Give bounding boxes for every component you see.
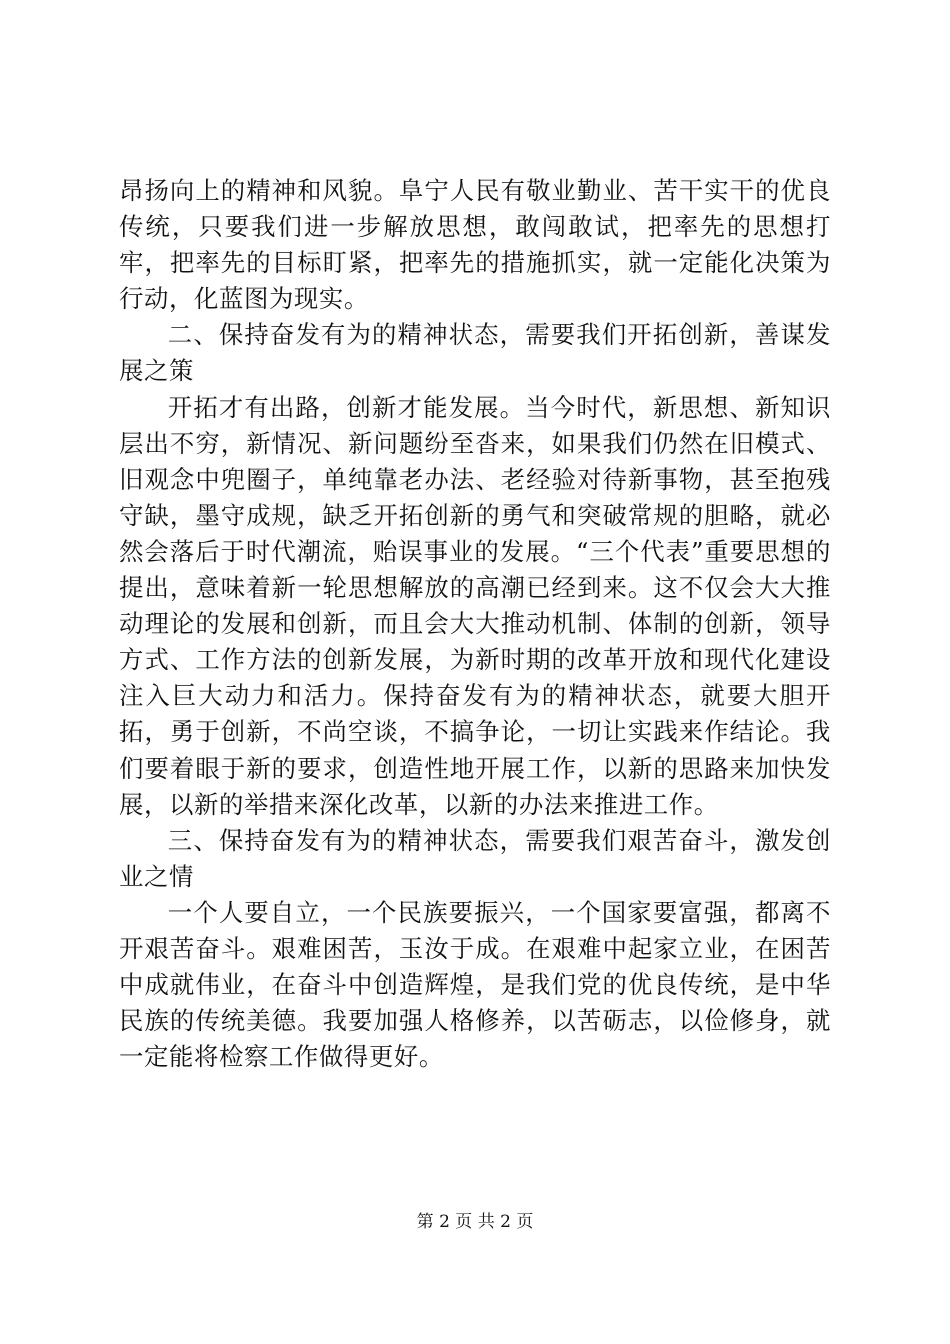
- section-heading-2: 二、保持奋发有为的精神状态，需要我们开拓创新，善谋发展之策: [119, 320, 831, 386]
- paragraph-1: 昂扬向上的精神和风貌。阜宁人民有敬业勤业、苦干实干的优良传统，只要我们进一步解放思想，敢闯敢试，把率先的思想打牢，把率先的目标盯紧，把率先的措施抓实，就一定能化决策为行动，化蓝图为现实。: [119, 176, 831, 314]
- paragraph-2: 开拓才有出路，创新才能发展。当今时代，新思想、新知识层出不穷，新情况、新问题纷至沓来，如果我们仍然在旧模式、旧观念中兜圈子，单纯靠老办法、老经验对待新事物，甚至抱残守缺，墨守成规，缺乏开拓创新的勇气和突破常规的胆略，就必然会落后于时代潮流，贻误事业的发展。“三个代表”重要思想的提出，意味着新一轮思想解放的高潮已经到来。这不仅会大大推动理论的发展和创新，而且会大大推动机制、体制的创新，领导方式、工作方法的创新发展，为新时期的改革开放和现代化建设注入巨大动力和活力。保持奋发有为的精神状态，就要大胆开拓，勇于创新，不尚空谈，不搞争论，一切让实践来作结论。我们要着眼于新的要求，创造性地开展工作，以新的思路来加快发展，以新的举措来深化改革，以新的办法来推进工作。: [119, 392, 831, 819]
- page-footer: 第 2 页 共 2 页: [416, 1212, 534, 1232]
- section-heading-3: 三、保持奋发有为的精神状态，需要我们艰苦奋斗，激发创业之情: [119, 825, 831, 891]
- paragraph-3: 一个人要自立，一个民族要振兴，一个国家要富强，都离不开艰苦奋斗。艰难困苦，玉汝于成。在艰难中起家立业，在困苦中成就伟业，在奋斗中创造辉煌，是我们党的优良传统，是中华民族的传统美德。我要加强人格修养，以苦砺志，以俭修身，就一定能将检察工作做得更好。: [119, 897, 831, 1072]
- document-body: [119, 173, 831, 1075]
